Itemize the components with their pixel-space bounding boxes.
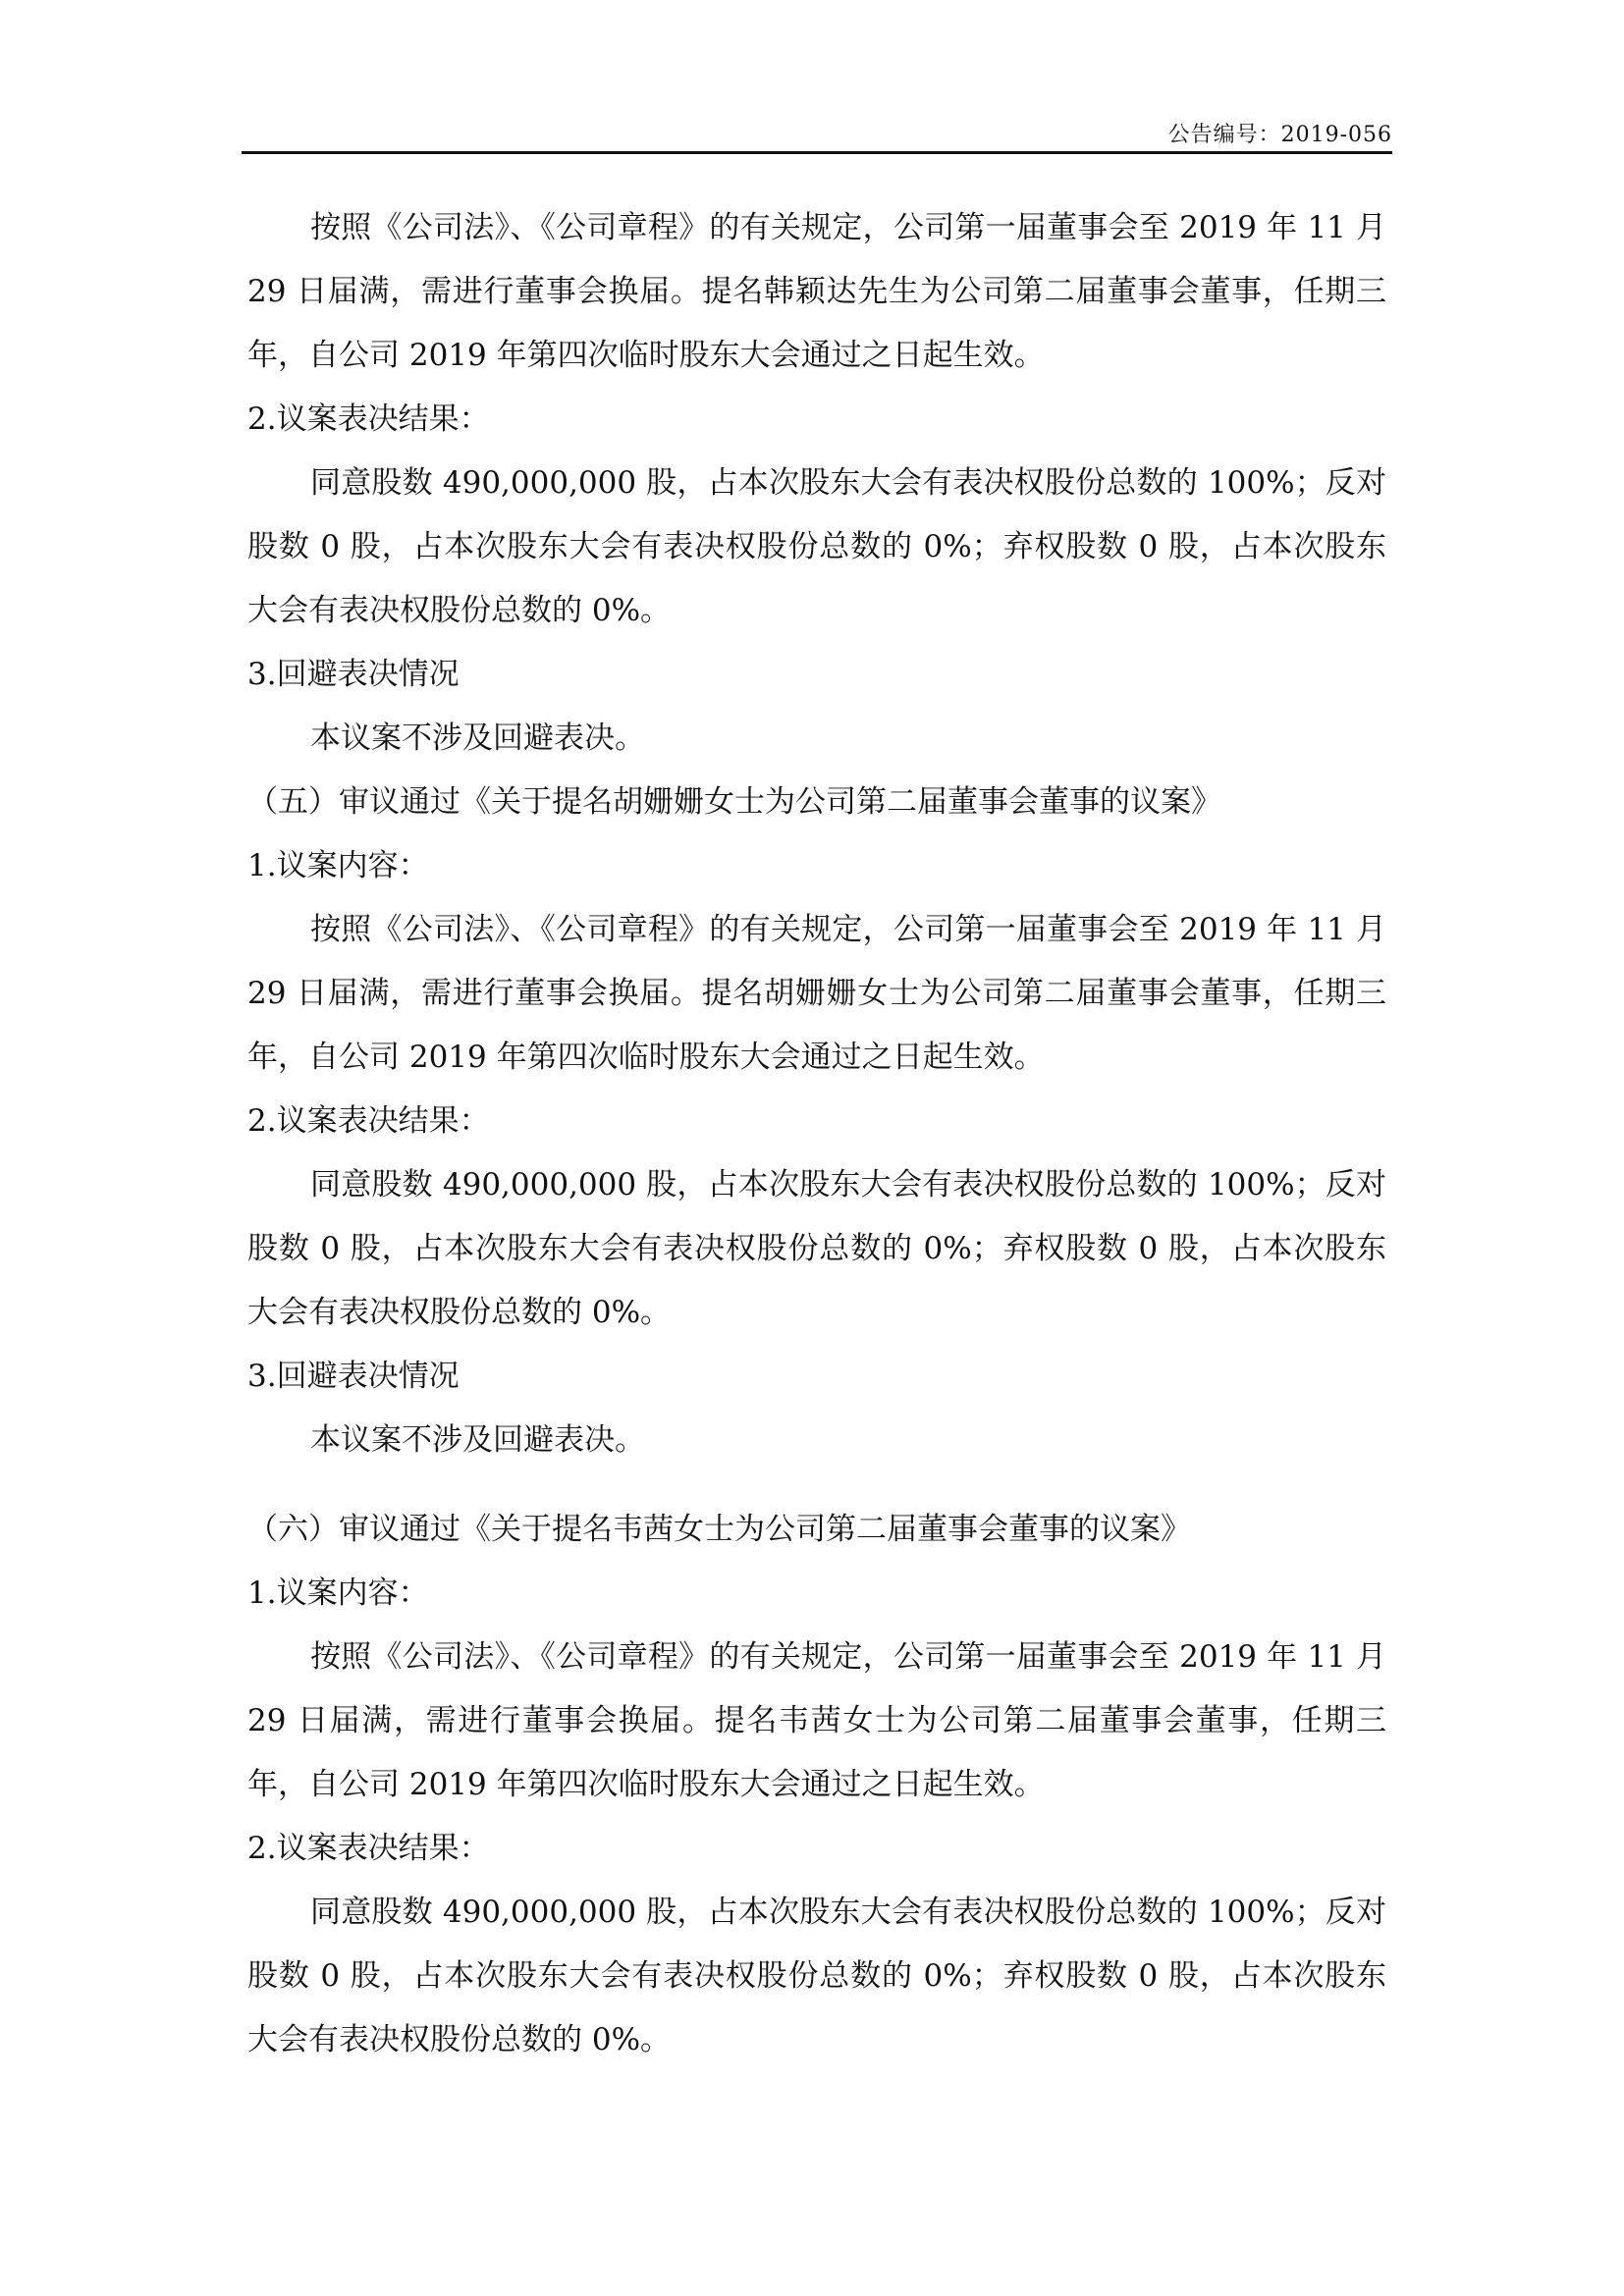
section5-avoid-heading: 3.回避表决情况 [247,1359,460,1394]
section-spacer [247,1472,1386,1498]
announcement-number: 公告编号：2019-056 [1167,123,1392,147]
section5-avoid-text: 本议案不涉及回避表决。 [310,1422,645,1458]
section6-vote-text: 同意股数 490,000,000 股，占本次股东大会有表决权股份总数的 100%；反对股数 0 股，占本次股东大会有表决权股份总数的 0%；弃权股数 0 股，占本次股东大会有表决权股份总数的 0%。 [247,1895,1386,2057]
section4-avoid-text: 本议案不涉及回避表决。 [310,721,645,756]
document-body [247,196,1386,2072]
section6-vote-heading: 2.议案表决结果： [247,1831,490,1866]
section4-vote-heading: 2.议案表决结果： [247,401,490,437]
section5-content-heading: 1.议案内容： [247,848,429,883]
section6-content-text: 按照《公司法》、《公司章程》的有关规定，公司第一届董事会至 2019 年 11 月 29 日届满，需进行董事会换届。提名韦茜女士为公司第二届董事会董事，任期三年，自公司 2019 年第四次临时股东大会通过之日起生效。 [247,1639,1386,1802]
header-divider [242,151,1392,154]
section4-content-text: 按照《公司法》、《公司章程》的有关规定，公司第一届董事会至 2019 年 11 月 29 日届满，需进行董事会换届。提名韩颖达先生为公司第二届董事会董事，任期三年，自公司 2019 年第四次临时股东大会通过之日起生效。 [247,210,1386,373]
section5-content-text: 按照《公司法》、《公司章程》的有关规定，公司第一届董事会至 2019 年 11 月 29 日届满，需进行董事会换届。提名胡姗姗女士为公司第二届董事会董事，任期三年，自公司 2019 年第四次临时股东大会通过之日起生效。 [247,912,1386,1075]
section6-content-heading: 1.议案内容： [247,1575,429,1611]
section6-title: （六）审议通过《关于提名韦茜女士为公司第二届董事会董事的议案》 [247,1512,1191,1547]
section5-vote-text: 同意股数 490,000,000 股，占本次股东大会有表决权股份总数的 100%；反对股数 0 股，占本次股东大会有表决权股份总数的 0%；弃权股数 0 股，占本次股东大会有表决权股份总数的 0%。 [247,1167,1386,1330]
section4-avoid-heading: 3.回避表决情况 [247,657,460,692]
section4-vote-text: 同意股数 490,000,000 股，占本次股东大会有表决权股份总数的 100%；反对股数 0 股，占本次股东大会有表决权股份总数的 0%；弃权股数 0 股，占本次股东大会有表决权股份总数的 0%。 [247,465,1386,628]
section5-vote-heading: 2.议案表决结果： [247,1103,490,1139]
section5-title: （五）审议通过《关于提名胡姗姗女士为公司第二届董事会董事的议案》 [247,784,1221,820]
